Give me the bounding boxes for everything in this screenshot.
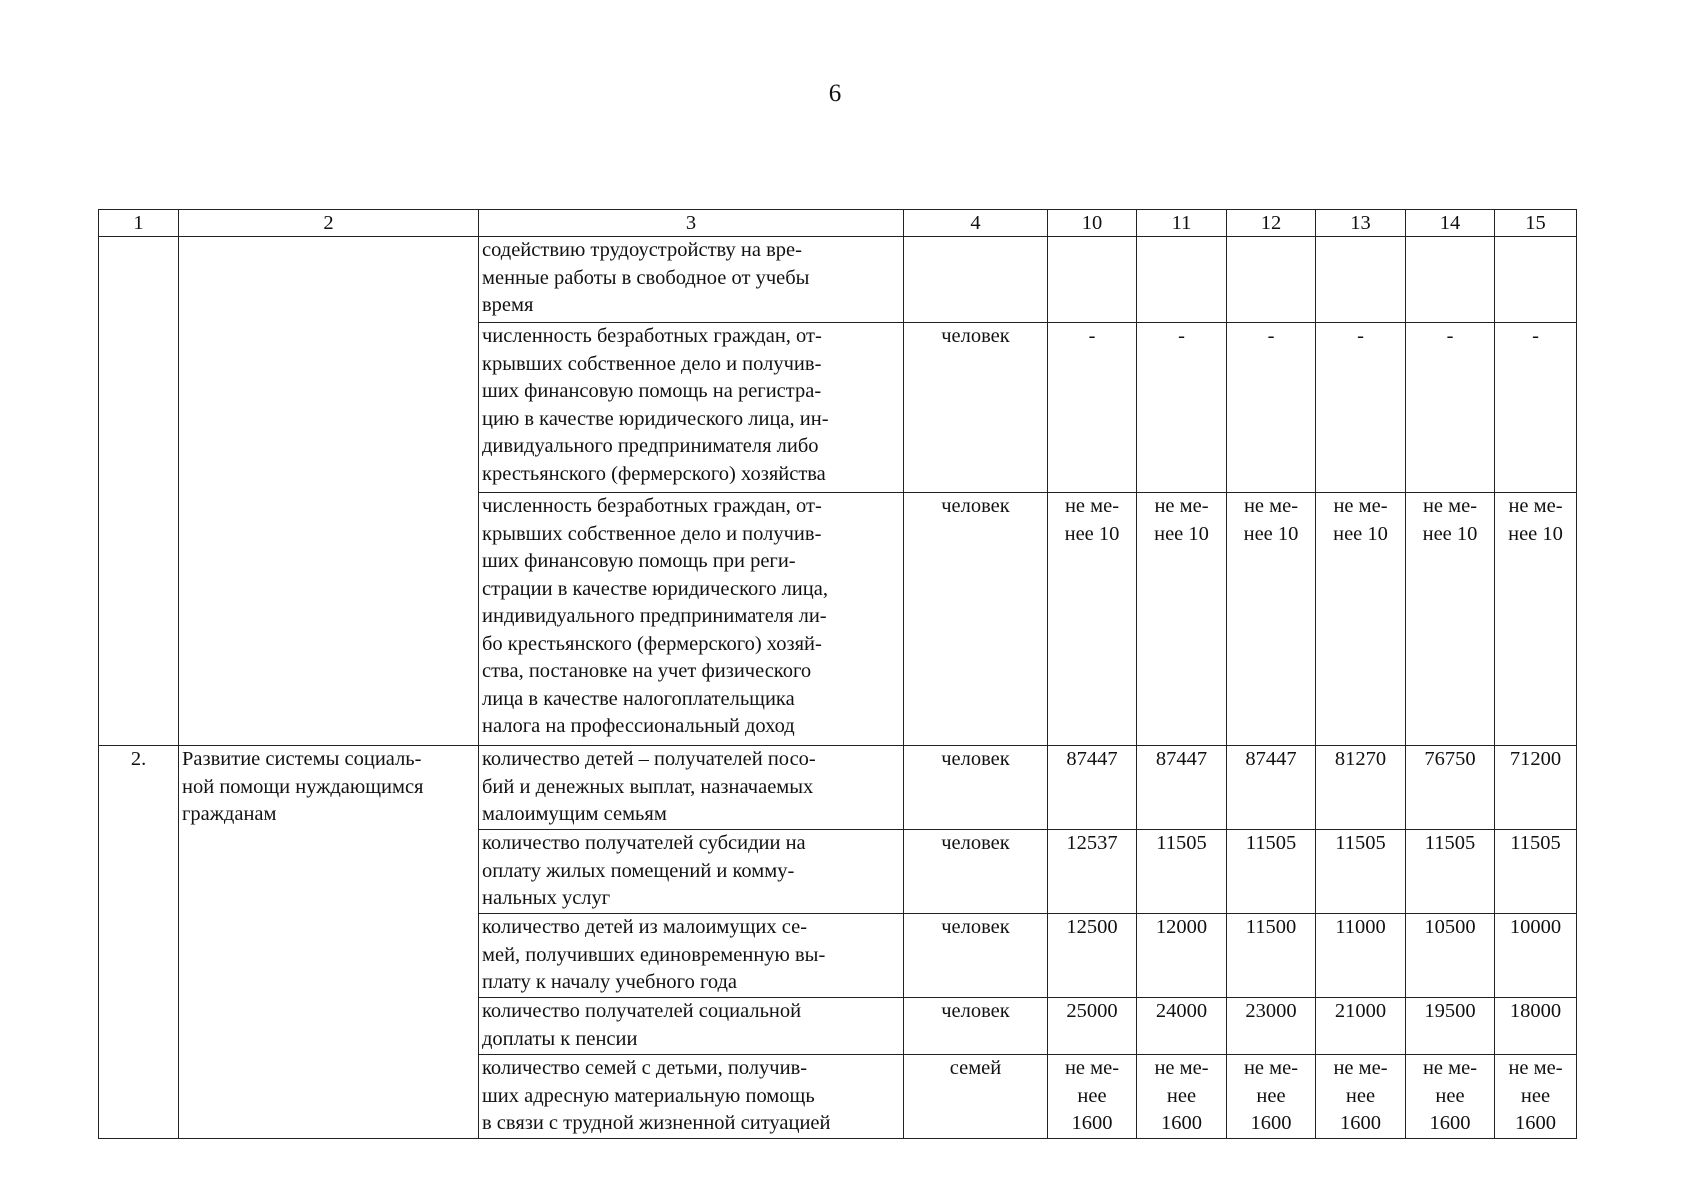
value-cell: 11505 — [1137, 830, 1227, 914]
indicator-cell: численность безработных граждан, от- крывших собственное дело и получив- ших финансовую помощь на регистра- цию в качестве юридического лица, ин- дивидуального предпринимателя либо крестьянского (фермерского) хозяйства — [479, 323, 904, 493]
value-cell: 21000 — [1316, 998, 1406, 1055]
value-cell — [1495, 237, 1577, 323]
value-cell: не ме- нее 1600 — [1316, 1055, 1406, 1139]
value-cell: 10500 — [1406, 914, 1495, 998]
value-cell: не ме- нее 1600 — [1406, 1055, 1495, 1139]
header-cell: 13 — [1316, 210, 1406, 237]
indicator-cell: количество получателей социальной доплаты к пенсии — [479, 998, 904, 1055]
value-cell — [1406, 237, 1495, 323]
value-cell: 24000 — [1137, 998, 1227, 1055]
value-cell: - — [1048, 323, 1137, 493]
value-cell: - — [1137, 323, 1227, 493]
value-cell: не ме- нее 1600 — [1048, 1055, 1137, 1139]
value-cell: не ме- нее 1600 — [1227, 1055, 1316, 1139]
header-cell: 1 — [99, 210, 179, 237]
unit-cell: человек — [904, 830, 1048, 914]
value-cell: не ме- нее 10 — [1137, 493, 1227, 746]
indicator-cell: количество семей с детьми, получив- ших адресную материальную помощь в связи с трудной жизненной ситуацией — [479, 1055, 904, 1139]
unit-cell: человек — [904, 323, 1048, 493]
unit-cell: семей — [904, 1055, 1048, 1139]
value-cell: 11000 — [1316, 914, 1406, 998]
value-cell: не ме- нее 10 — [1495, 493, 1577, 746]
number-cell — [99, 237, 179, 746]
unit-cell: человек — [904, 914, 1048, 998]
indicator-cell: содействию трудоустройству на вре- менные работы в свободное от учебы время — [479, 237, 904, 323]
value-cell: - — [1406, 323, 1495, 493]
header-cell: 2 — [179, 210, 479, 237]
table-row — [99, 746, 1577, 830]
value-cell: 11500 — [1227, 914, 1316, 998]
value-cell: 11505 — [1227, 830, 1316, 914]
value-cell: 81270 — [1316, 746, 1406, 830]
value-cell: 11505 — [1316, 830, 1406, 914]
header-cell: 12 — [1227, 210, 1316, 237]
value-cell: 87447 — [1137, 746, 1227, 830]
value-cell: 76750 — [1406, 746, 1495, 830]
value-cell: 25000 — [1048, 998, 1137, 1055]
value-cell: 87447 — [1048, 746, 1137, 830]
section-number-cell: 2. — [99, 746, 179, 1139]
header-row — [99, 210, 1577, 237]
table-row — [99, 237, 1577, 323]
value-cell: 12537 — [1048, 830, 1137, 914]
value-cell: не ме- нее 10 — [1406, 493, 1495, 746]
program-cell — [179, 237, 479, 746]
header-cell: 11 — [1137, 210, 1227, 237]
unit-cell: человек — [904, 998, 1048, 1055]
page-number: 6 — [828, 80, 842, 107]
program-title-cell: Развитие системы социаль- ной помощи нуждающимся гражданам — [179, 746, 479, 1139]
unit-cell: человек — [904, 493, 1048, 746]
value-cell: не ме- нее 1600 — [1137, 1055, 1227, 1139]
value-cell — [1316, 237, 1406, 323]
header-cell: 14 — [1406, 210, 1495, 237]
value-cell: 71200 — [1495, 746, 1577, 830]
header-cell: 15 — [1495, 210, 1577, 237]
indicators-table — [98, 209, 1577, 1139]
indicator-cell: численность безработных граждан, от- крывших собственное дело и получив- ших финансовую помощь при реги- страции в качестве юридического лица, индивидуального предпринимателя ли- бо крестьянского (фермерского) хозяй- ства, постановке на учет физического лица в качестве налогоплательщика налога на профессиональный доход — [479, 493, 904, 746]
value-cell: 87447 — [1227, 746, 1316, 830]
value-cell: не ме- нее 10 — [1227, 493, 1316, 746]
value-cell: - — [1316, 323, 1406, 493]
value-cell: не ме- нее 10 — [1048, 493, 1137, 746]
value-cell: 18000 — [1495, 998, 1577, 1055]
value-cell: 11505 — [1406, 830, 1495, 914]
value-cell: 10000 — [1495, 914, 1577, 998]
value-cell: 12500 — [1048, 914, 1137, 998]
value-cell: - — [1227, 323, 1316, 493]
indicator-cell: количество детей – получателей посо- бий и денежных выплат, назначаемых малоимущим семьям — [479, 746, 904, 830]
indicator-cell: количество детей из малоимущих се- мей, получивших единовременную вы- плату к началу учебного года — [479, 914, 904, 998]
value-cell — [1137, 237, 1227, 323]
unit-cell: человек — [904, 746, 1048, 830]
unit-cell — [904, 237, 1048, 323]
header-cell: 4 — [904, 210, 1048, 237]
value-cell: не ме- нее 1600 — [1495, 1055, 1577, 1139]
value-cell: не ме- нее 10 — [1316, 493, 1406, 746]
indicator-cell: количество получателей субсидии на оплату жилых помещений и комму- нальных услуг — [479, 830, 904, 914]
value-cell: 12000 — [1137, 914, 1227, 998]
value-cell: 23000 — [1227, 998, 1316, 1055]
header-cell: 3 — [479, 210, 904, 237]
value-cell: 11505 — [1495, 830, 1577, 914]
header-cell: 10 — [1048, 210, 1137, 237]
value-cell: - — [1495, 323, 1577, 493]
value-cell — [1048, 237, 1137, 323]
value-cell — [1227, 237, 1316, 323]
value-cell: 19500 — [1406, 998, 1495, 1055]
